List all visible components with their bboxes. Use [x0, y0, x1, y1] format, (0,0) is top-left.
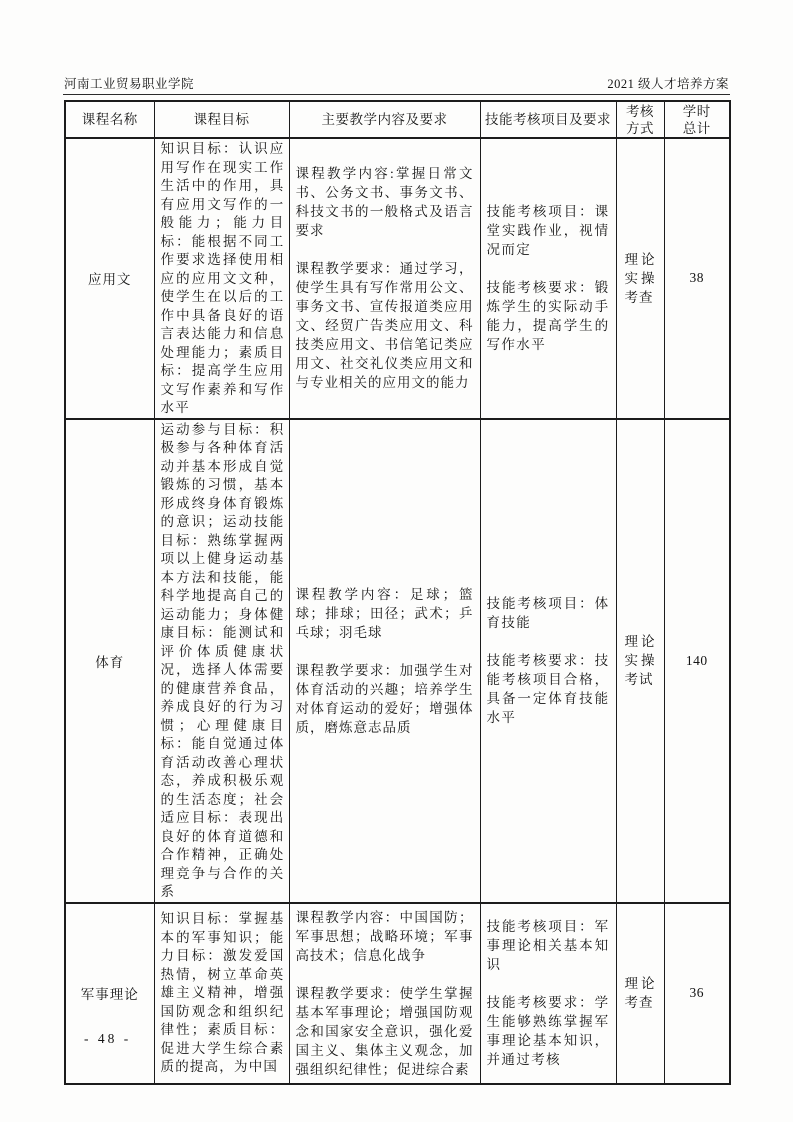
teaching-requirement-paragraph: 课程教学要求：使学生掌握基本军事理论；增强国防观念和国家安全意识，强化爱国主义、集体主义观念，加强组织纪律性；促进综合素	[295, 985, 474, 1077]
col-header-course-name: 课程名称	[65, 101, 154, 138]
course-objectives-cell: 运动参与目标：积极参与各种体育活动并基本形成自觉锻炼的习惯，基本形成终身体育锻炼的意识；运动技能目标：熟练掌握两项以上健身运动基本方法和技能，能科学地提高自己的运动能力；身体健康目标：能测试和评价体质健康状况，选择人体需要的健康营养食品，养成良好的行为习惯；心理健康目标：能自觉通过体育活动改善心理状态，养成积极乐观的生活态度；社会适应目标：表现出良好的体育道德和合作精神，正确处理竞争与合作的关系	[154, 419, 289, 903]
skill-assessment-cell	[480, 903, 616, 1084]
teaching-content-paragraph: 课程教学内容:掌握日常文书、公务文书、事务文书、科技文书的一般格式及语言要求	[295, 166, 474, 239]
page-header-school: 河南工业贸易职业学院	[64, 77, 195, 91]
col-header-method: 考核方式	[616, 101, 664, 138]
page-header-plan: 2021 级人才培养方案	[607, 77, 729, 91]
course-name-cell: 军事理论	[65, 903, 154, 1084]
assessment-method-cell: 理论实操考试	[616, 419, 664, 903]
col-header-objectives: 课程目标	[154, 101, 289, 138]
table-row-military-theory	[65, 903, 730, 1084]
col-header-assessment: 技能考核项目及要求	[480, 101, 616, 138]
assessment-method-cell: 理论考查	[616, 903, 664, 1084]
total-hours-cell: 140	[664, 419, 730, 903]
teaching-content-paragraph: 课程教学内容：足球；篮球；排球；田径；武术；乒乓球；羽毛球	[295, 586, 474, 640]
course-name-cell: 应用文	[65, 138, 154, 419]
skill-assessment-cell	[480, 138, 616, 419]
teaching-content-cell	[289, 138, 480, 419]
skill-assessment-cell	[480, 419, 616, 903]
col-header-content: 主要教学内容及要求	[289, 101, 480, 138]
course-objectives-cell: 知识目标：掌握基本的军事知识；能力目标：激发爱国热情，树立革命英雄主义精神，增强国防观念和组织纪律性；素质目标：促进大学生综合素质的提高，为中国	[154, 903, 289, 1084]
teaching-requirement-paragraph: 课程教学要求：通过学习，使学生具有写作常用公文、事务文书、宣传报道类应用文、经贸广告类应用文、科技类应用文、书信笔记类应用文、社交礼仪类应用文和与专业相关的应用文的能力	[295, 261, 474, 391]
assessment-requirement-paragraph: 技能考核要求：技能考核项目合格，具备一定体育技能水平	[486, 653, 610, 725]
teaching-content-paragraph: 课程教学内容：中国国防；军事思想；战略环境；军事高技术；信息化战争	[295, 909, 474, 963]
page-number: - 48 -	[84, 1031, 132, 1046]
total-hours-cell: 38	[664, 138, 730, 419]
total-hours-cell: 36	[664, 903, 730, 1084]
assessment-method-cell: 理论实操考查	[616, 138, 664, 419]
assessment-item-paragraph: 技能考核项目：课堂实践作业，视情况而定	[486, 204, 610, 258]
table-header-row	[65, 101, 730, 138]
page-header	[64, 74, 729, 92]
course-name-cell: 体育	[65, 419, 154, 903]
col-header-hours: 学时总计	[664, 101, 730, 138]
course-objectives-cell: 知识目标：认识应用写作在现实工作生活中的作用，具有应用文写作的一般能力；能力目标：能根据不同工作要求选择使用相应的应用文文种，使学生在以后的工作中具备良好的语言表达能力和信息处理能力；素质目标：提高学生应用文写作素养和写作水平	[154, 138, 289, 419]
course-table	[64, 100, 731, 1085]
header-rule	[63, 94, 730, 95]
assessment-requirement-paragraph: 技能考核要求：锻炼学生的实际动手能力，提高学生的写作水平	[486, 280, 610, 353]
teaching-content-cell	[289, 903, 480, 1084]
teaching-content-cell	[289, 419, 480, 903]
assessment-item-paragraph: 技能考核项目：军事理论相关基本知识	[486, 919, 610, 972]
table-row-physical-education	[65, 419, 730, 903]
assessment-requirement-paragraph: 技能考核要求：学生能够熟练掌握军事理论基本知识，并通过考核	[486, 995, 610, 1067]
teaching-requirement-paragraph: 课程教学要求：加强学生对体育活动的兴趣；培养学生对体育运动的爱好；增强体质，磨炼意志品质	[295, 662, 474, 735]
assessment-item-paragraph: 技能考核项目：体育技能	[486, 596, 610, 630]
table-row-applied-writing	[65, 138, 730, 419]
